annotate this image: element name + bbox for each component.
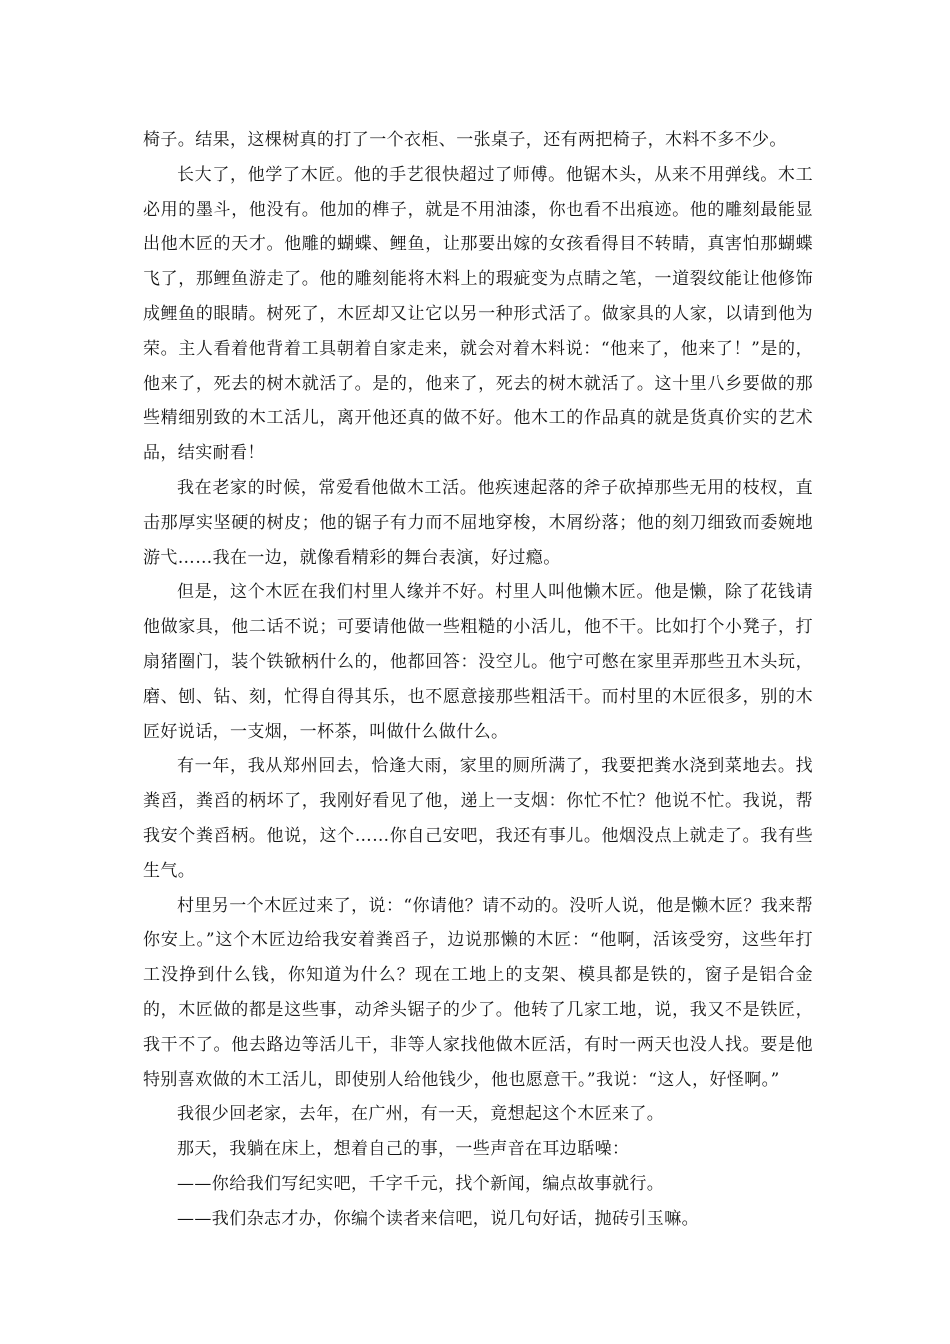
paragraph: ——我们杂志才办，你编个读者来信吧，说几句好话，抛砖引玉嘛。 xyxy=(177,1208,699,1229)
paragraph: 长大了，他学了木匠。他的手艺很快超过了师傅。他锯木头，从来不用弹线。木工必用的墨斗，他没有。他加的榫子，就是不用油漆，你也看不出痕迹。他的雕刻最能显出他木匠的天才。他雕的蝴蝶、鲤鱼，让那要出嫁的女孩看得目不转睛，真害怕那蝴蝶飞了，那鲤鱼游走了。他的雕刻能将木料上的瑕疵变为点睛之笔，一道裂纹能让他修饰成鲤鱼的眼睛。树死了，木匠却又让它以另一种形式活了。做家具的人家，以请到他为荣。主人看着他背着工具朝着自家走来，就会对着木料说：“他来了，他来了！”是的，他来了，死去的树木就活了。是的，他来了，死去的树木就活了。这十里八乡要做的那些精细别致的木工活儿，离开他还真的做不好。他木工的作品真的就是货真价实的艺术品，结实耐看！ xyxy=(143,164,813,464)
paragraph: 村里另一个木匠过来了，说：“你请他？请不动的。没听人说，他是懒木匠？我来帮你安上。”这个木匠边给我安着粪舀子，边说那懒的木匠：“他啊，活该受穷，这些年打工没挣到什么钱，你知道为什么？现在工地上的支架、模具都是铁的，窗子是铝合金的，木匠做的都是这些事，动斧头锯子的少了。他转了几家工地，说，我又不是铁匠，我干不了。他去路边等活儿干，非等人家找他做木匠活，有时一两天也没人找。要是他特别喜欢做的木工活儿，即使别人给他钱少，他也愿意干。”我说：“这人，好怪啊。” xyxy=(143,895,813,1090)
paragraph: 我很少回老家，去年，在广州，有一天，竟想起这个木匠来了。 xyxy=(177,1104,665,1125)
paragraph: 我在老家的时候，常爱看他做木工活。他疾速起落的斧子砍掉那些无用的枝杈，直击那厚实坚硬的树皮；他的锯子有力而不屈地穿梭，木屑纷落；他的刻刀细致而委婉地游弋……我在一边，就像看精彩的舞台表演，好过瘾。 xyxy=(143,477,813,568)
paragraph: 有一年，我从郑州回去，恰逢大雨，家里的厕所满了，我要把粪水浇到菜地去。找粪舀，粪舀的柄坏了，我刚好看见了他，递上一支烟：你忙不忙？他说不忙。我说，帮我安个粪舀柄。他说，这个……你自己安吧，我还有事儿。他烟没点上就走了。我有些生气。 xyxy=(143,756,813,881)
paragraph: ——你给我们写纪实吧，千字千元，找个新闻，编点故事就行。 xyxy=(177,1173,665,1194)
article-body xyxy=(143,123,813,1237)
paragraph: 那天，我躺在床上，想着自己的事，一些声音在耳边聒噪： xyxy=(177,1139,630,1160)
paragraph: 但是，这个木匠在我们村里人缘并不好。村里人叫他懒木匠。他是懒，除了花钱请他做家具，他二话不说；可要请他做一些粗糙的小活儿，他不干。比如打个小凳子，打扇猪圈门，装个铁锨柄什么的，他都回答：没空儿。他宁可憋在家里弄那些丑木头玩，磨、刨、钻、刻，忙得自得其乐，也不愿意接那些粗活干。而村里的木匠很多，别的木匠好说话，一支烟，一杯茶，叫做什么做什么。 xyxy=(143,582,813,742)
paragraph: 椅子。结果，这棵树真的打了一个衣柜、一张桌子，还有两把椅子，木料不多不少。 xyxy=(143,130,787,150)
